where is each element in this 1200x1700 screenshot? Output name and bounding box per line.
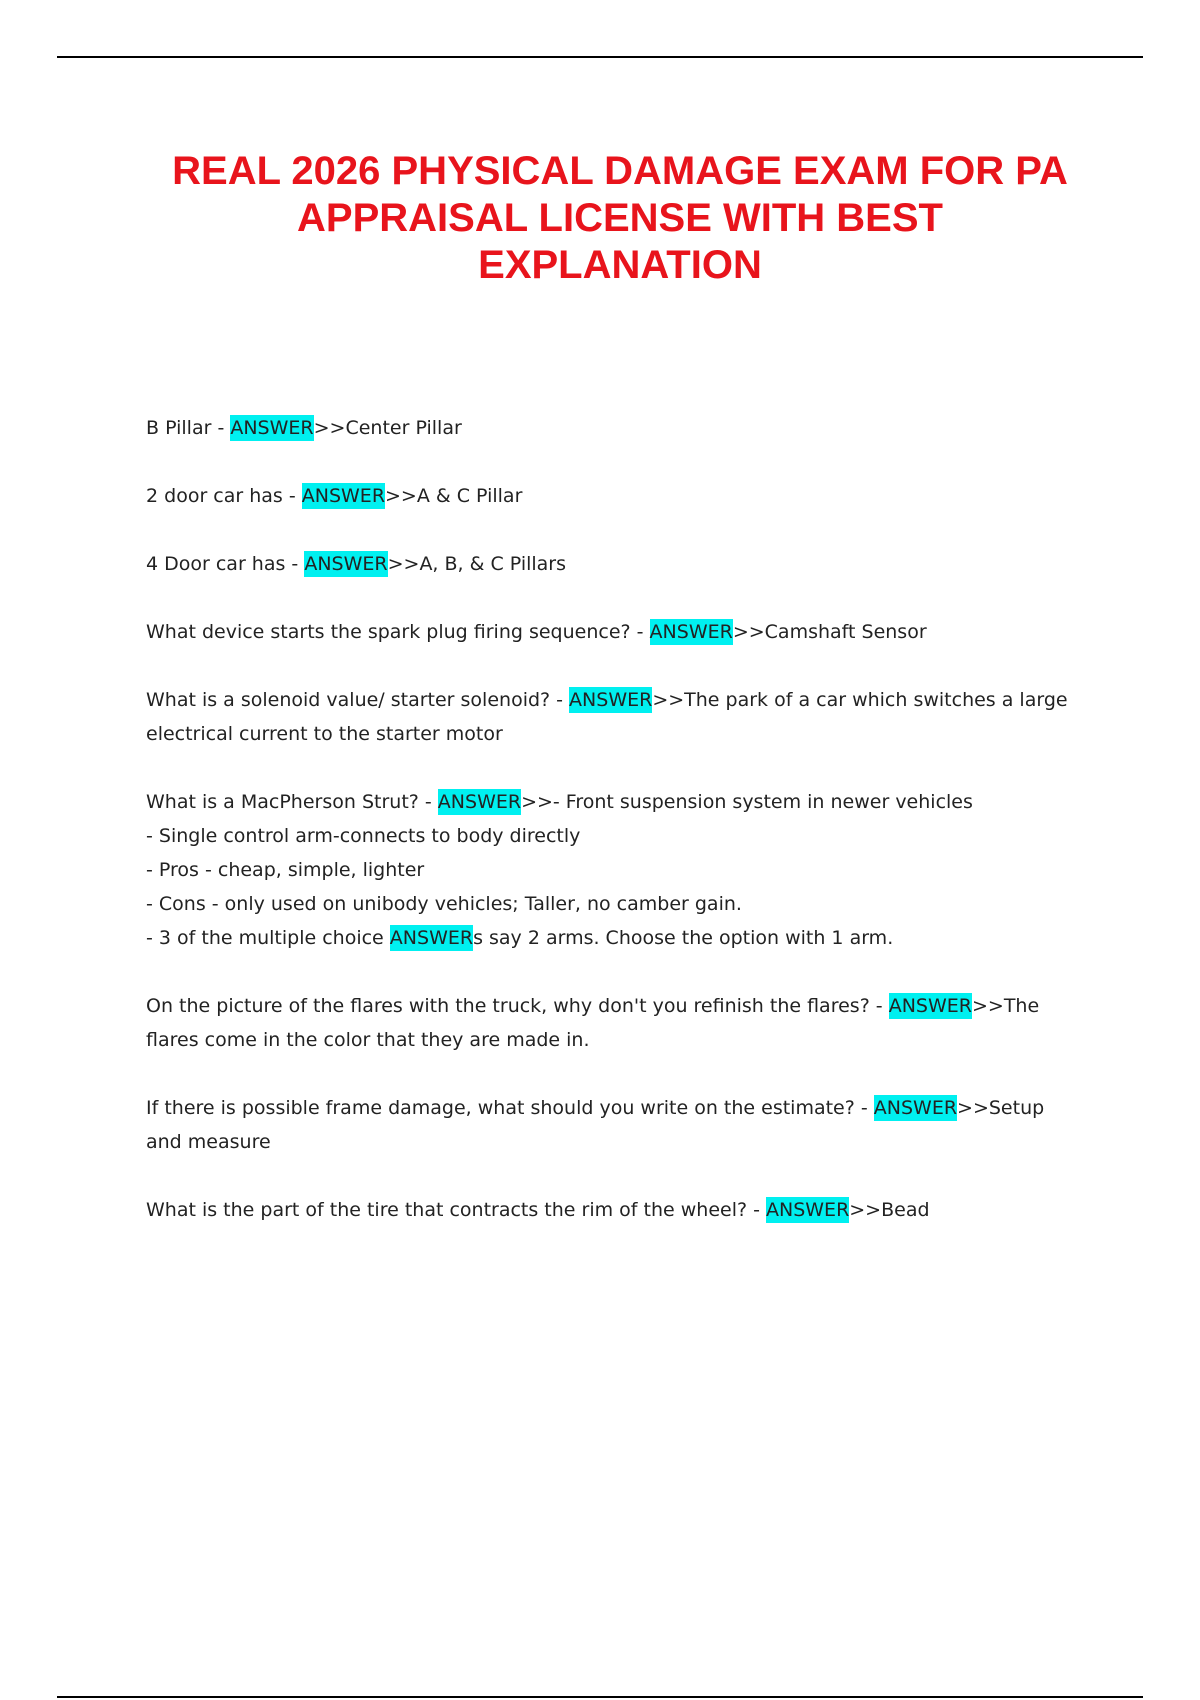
answer-text: A, B, & C Pillars	[419, 553, 567, 575]
answer-highlight: ANSWER	[569, 689, 653, 711]
qa-line	[146, 989, 1106, 1023]
answer-highlight: ANSWER	[766, 1199, 850, 1221]
question-text: B Pillar -	[146, 417, 231, 439]
bullet-suffix: s say 2 arms. Choose the option with 1 arm.	[473, 927, 894, 949]
answer-continuation: flares come in the color that they are made in.	[146, 1029, 590, 1051]
document-title	[100, 148, 1140, 289]
question-text: What is a MacPherson Strut? -	[146, 791, 438, 813]
answer-marker: >>	[652, 689, 685, 711]
question-text: On the picture of the flares with the truck, why don't you refinish the flares? -	[146, 995, 889, 1017]
qa-item	[146, 547, 1106, 581]
answer-text: - Front suspension system in newer vehicles	[552, 791, 973, 813]
answer-continuation: and measure	[146, 1131, 271, 1153]
answer-highlight: ANSWER	[437, 791, 522, 813]
footer-rule	[57, 1696, 1143, 1698]
answer-continuation: electrical current to the starter motor	[146, 723, 503, 745]
answer-highlight: ANSWER	[389, 927, 474, 949]
answer-text: Center Pillar	[345, 417, 462, 439]
qa-item	[146, 683, 1106, 751]
qa-item	[146, 989, 1106, 1057]
answer-marker: >>	[313, 417, 346, 439]
answer-highlight: ANSWER	[873, 1097, 958, 1119]
qa-item	[146, 479, 1106, 513]
title-line-3: EXPLANATION	[478, 243, 762, 287]
answer-marker: >>	[385, 485, 417, 507]
qa-item	[146, 785, 1106, 955]
question-text: What is the part of the tire that contracts the rim of the wheel? -	[146, 1199, 766, 1221]
answer-text: A & C Pillar	[416, 485, 523, 507]
answer-highlight: ANSWER	[888, 995, 972, 1017]
answer-marker: >>	[521, 791, 553, 813]
answer-text: Bead	[881, 1199, 930, 1221]
header-rule	[57, 56, 1143, 58]
bullet-prefix: - 3 of the multiple choice	[146, 927, 390, 949]
answer-text: The park of a car which switches a large	[684, 689, 1068, 711]
answer-text: Setup	[988, 1097, 1045, 1119]
answer-marker: >>	[387, 553, 420, 575]
answer-marker: >>	[849, 1199, 882, 1221]
question-text: What device starts the spark plug firing sequence? -	[146, 621, 650, 643]
qa-line	[146, 411, 1106, 445]
answer-highlight: ANSWER	[304, 553, 388, 575]
question-text: What is a solenoid value/ starter solenoid? -	[146, 689, 570, 711]
answer-text: Camshaft Sensor	[764, 621, 927, 643]
answer-bullet	[146, 921, 1106, 955]
qa-item	[146, 1091, 1106, 1159]
answer-bullet: - Single control arm-connects to body directly	[146, 825, 581, 847]
answer-bullet: - Pros - cheap, simple, lighter	[146, 859, 425, 881]
answer-marker: >>	[971, 995, 1004, 1017]
answer-bullet: - Cons - only used on unibody vehicles; Taller, no camber gain.	[146, 893, 742, 915]
qa-item	[146, 1193, 1106, 1227]
qa-item	[146, 411, 1106, 445]
qa-line	[146, 683, 1106, 717]
qa-item	[146, 615, 1106, 649]
answer-highlight: ANSWER	[230, 417, 314, 439]
qa-line	[146, 785, 1106, 819]
answer-highlight: ANSWER	[301, 485, 386, 507]
qa-line	[146, 1091, 1106, 1125]
question-text: 4 Door car has -	[146, 553, 305, 575]
qa-line	[146, 615, 1106, 649]
answer-marker: >>	[957, 1097, 989, 1119]
qa-line	[146, 479, 1106, 513]
question-text: 2 door car has -	[146, 485, 302, 507]
title-line-1: REAL 2026 PHYSICAL DAMAGE EXAM FOR PA	[172, 149, 1068, 193]
qa-list	[146, 411, 1106, 1261]
qa-line	[146, 547, 1106, 581]
title-line-2: APPRAISAL LICENSE WITH BEST	[297, 196, 943, 240]
answer-marker: >>	[732, 621, 765, 643]
question-text: If there is possible frame damage, what should you write on the estimate? -	[146, 1097, 874, 1119]
qa-line	[146, 1193, 1106, 1227]
answer-text: The	[1003, 995, 1040, 1017]
answer-highlight: ANSWER	[649, 621, 733, 643]
